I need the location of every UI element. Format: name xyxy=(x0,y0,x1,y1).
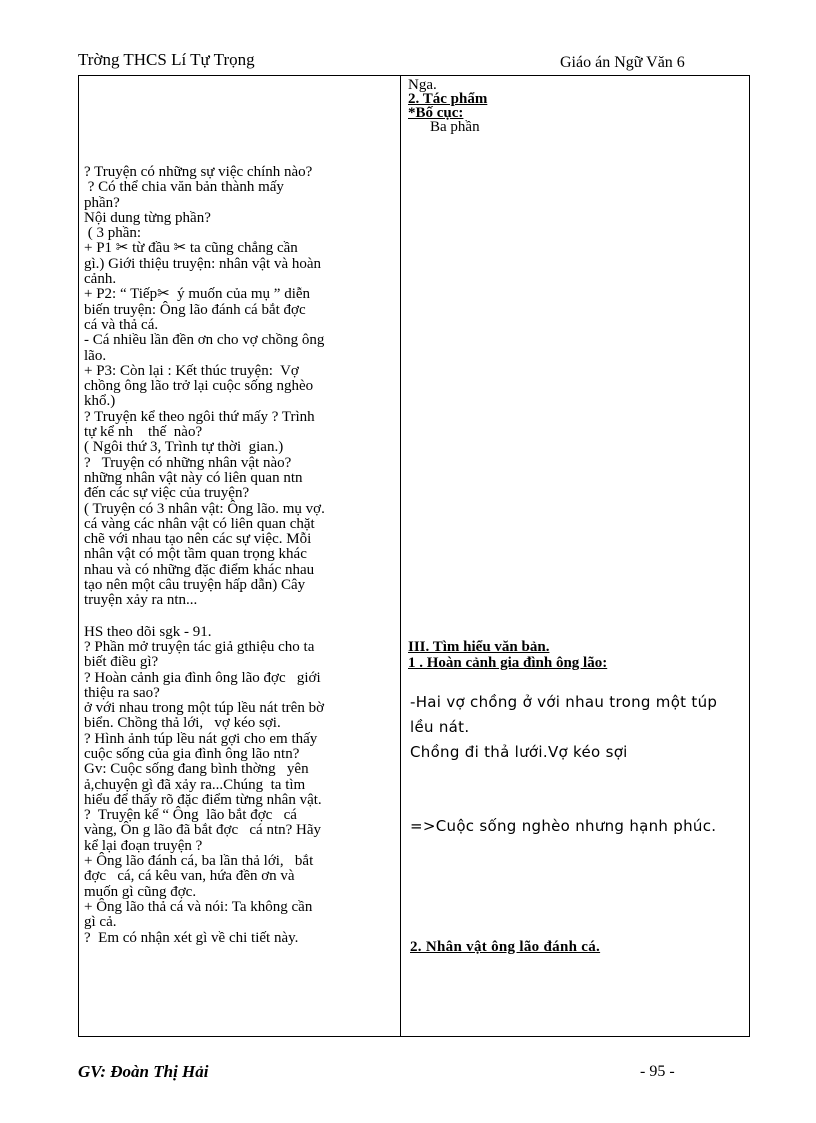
column-divider xyxy=(400,75,401,1037)
right-column-top xyxy=(408,78,738,134)
left-line: đến các sự việc của truyện? xyxy=(84,485,250,502)
left-line: cuộc sống của gia đình ông lão ntn? xyxy=(84,745,300,762)
left-line: gì.) Giới thiệu truyện: nhân vật và hoàn xyxy=(84,255,322,272)
right-line-c: Chồng đi thả lưới.Vợ kéo sợi xyxy=(410,743,628,761)
left-line: gì cả. xyxy=(84,914,117,931)
left-line: cảnh. xyxy=(84,271,117,288)
left-line: đợc cá, cá kêu van, hứa đền ơn và xyxy=(84,868,295,885)
header-subject: Giáo án Ngữ Văn 6 xyxy=(560,54,685,71)
left-line: ? Hoàn cảnh gia đình ông lão đợc giới xyxy=(84,669,321,686)
left-line: Nội dung từng phần? xyxy=(84,209,211,226)
right-line-a: -Hai vợ chồng ở với nhau trong một túp xyxy=(410,693,718,711)
left-line: ? Hình ảnh túp lều nát gợi cho em thấy xyxy=(84,730,318,747)
header-left xyxy=(78,50,255,70)
left-line: tạo nên một câu truyện hấp dẫn) Cây xyxy=(84,577,306,594)
right-top-text: Nga. xyxy=(408,77,437,93)
left-line: phần? xyxy=(84,194,120,211)
section-3-2-heading: 2. Nhân vật ông lão đánh cá. xyxy=(410,939,601,955)
left-line: ? Em có nhận xét gì về chi tiết này. xyxy=(84,929,299,946)
left-line: chẽ với nhau tạo nên các sự việc. Mỗi xyxy=(84,531,312,548)
left-column xyxy=(84,165,394,946)
footer-teacher: GV: Đoàn Thị Hải xyxy=(78,1062,209,1081)
bo-cuc-heading: *Bố cục: xyxy=(408,105,464,121)
left-line: Gv: Cuộc sống đang bình thờng yên xyxy=(84,761,309,778)
left-line: ? Truyện kể “ Ông lão bắt đợc cá xyxy=(84,807,297,824)
left-line: muốn gì cũng đợc. xyxy=(84,883,197,900)
section-2-heading: 2. Tác phẩm xyxy=(408,91,488,107)
left-line: những nhân vật này có liên quan ntn xyxy=(84,469,303,486)
left-line: HS theo dõi sgk - 91. xyxy=(84,623,212,640)
left-line: ? Có thể chia văn bản thành mấy xyxy=(84,179,284,196)
left-line: + P1 ✂ từ đầu ✂ ta cũng chẳng cần xyxy=(84,240,298,257)
left-line: tự kể nh thế nào? xyxy=(84,424,203,441)
section-3-heading: III. Tìm hiểu văn bản. xyxy=(408,639,550,655)
left-line: ? Phần mở truyện tác giả gthiệu cho ta xyxy=(84,638,315,655)
header-prefix: Trờng THCS xyxy=(78,50,167,69)
left-line: nhân vật có một tầm quan trọng khác xyxy=(84,546,307,563)
left-line: nhau và có những đặc điểm khác nhau xyxy=(84,561,315,578)
left-line xyxy=(84,609,394,625)
section-3-1-heading: 1 . Hoàn cảnh gia đình ông lão: xyxy=(408,655,608,671)
left-line: lão. xyxy=(84,347,107,364)
left-line: thiệu ra sao? xyxy=(84,684,160,701)
right-line-d: =>Cuộc sống nghèo nhưng hạnh phúc. xyxy=(410,817,717,835)
left-line: cá vàng các nhân vật có liên quan chặt xyxy=(84,515,315,532)
left-line: hiểu để thấy rõ đặc điểm từng nhân vật. xyxy=(84,791,322,808)
left-line: truyện xảy ra ntn... xyxy=(84,592,198,609)
left-line: - Cá nhiều lần đền ơn cho vợ chồng ông xyxy=(84,332,325,349)
left-line: biết điều gì? xyxy=(84,654,159,671)
header-school: Lí Tự Trọng xyxy=(171,50,255,69)
left-line: kể lại đoạn truyện ? xyxy=(84,837,203,854)
left-line: ? Truyện kể theo ngôi thứ mấy ? Trình xyxy=(84,408,315,425)
left-line: ( Truyện có 3 nhân vật: Ông lão. mụ vợ. xyxy=(84,500,325,517)
left-line: biến truyện: Ông lão đánh cá bắt đợc xyxy=(84,301,306,318)
left-line: + P3: Còn lại : Kết thúc truyện: Vợ xyxy=(84,362,299,379)
left-line: ở với nhau trong một túp lều nát trên bờ xyxy=(84,700,325,717)
left-line: + Ông lão đánh cá, ba lần thả lới, bắt xyxy=(84,853,314,870)
left-line: chồng ông lão trở lại cuộc sống nghèo xyxy=(84,378,314,395)
left-line: ( Ngôi thứ 3, Trình tự thời gian.) xyxy=(84,439,284,456)
left-line: ? Truyện có những nhân vật nào? xyxy=(84,454,292,471)
left-line: khổ.) xyxy=(84,393,116,410)
right-line-b: lều nát. xyxy=(410,718,470,736)
left-line: ả,chuyện gì đã xảy ra...Chúng ta tìm xyxy=(84,776,306,793)
left-line: + Ông lão thả cá và nói: Ta không cần xyxy=(84,898,313,915)
right-column-section-3 xyxy=(408,639,748,671)
left-line: ( 3 phần: xyxy=(84,225,142,242)
left-line: vàng, Ôn g lão đã bắt đợc cá ntn? Hãy xyxy=(84,822,322,839)
footer-page-number: - 95 - xyxy=(640,1063,675,1080)
ba-phan-text: Ba phần xyxy=(430,119,480,135)
left-line: cá và thả cá. xyxy=(84,316,159,333)
left-line: ? Truyện có những sự việc chính nào? xyxy=(84,164,313,180)
left-line: + P2: “ Tiếp✂ ý muốn của mụ ” diễn xyxy=(84,286,311,303)
left-line: biển. Chồng thả lới, vợ kéo sợi. xyxy=(84,715,281,732)
